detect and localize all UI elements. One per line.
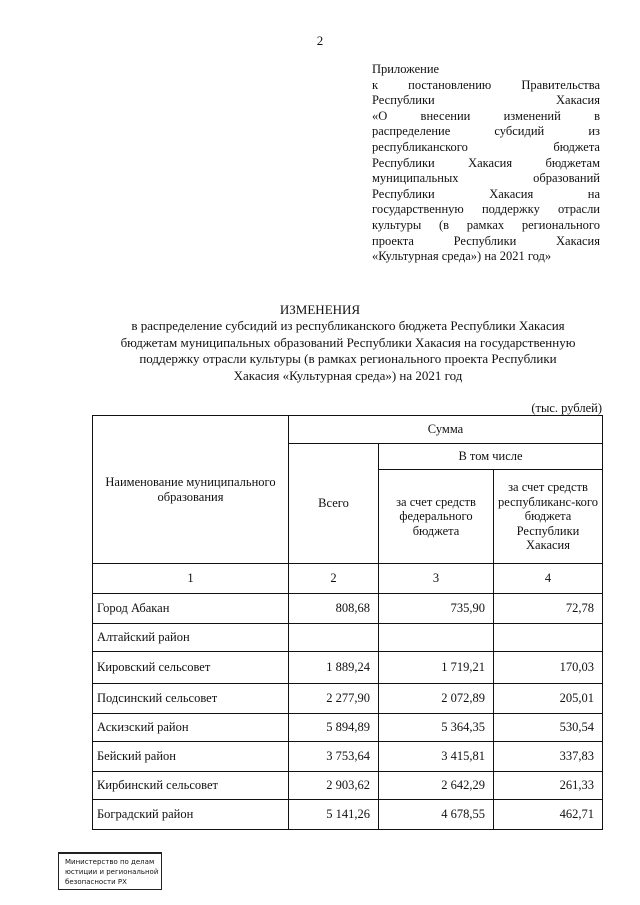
cell-republic: 170,03 xyxy=(494,652,603,684)
subtitle-line: в распределение субсидий из республиканского бюджета Республики Хакасия xyxy=(131,318,565,333)
appendix-line: к постановлению Правительства xyxy=(372,77,600,92)
header-republic: за счет средств республиканс-кого бюджета Республики Хакасия xyxy=(494,470,603,564)
cell-federal: 3 415,81 xyxy=(379,742,494,772)
appendix-line: проекта Республики Хакасия xyxy=(372,233,600,248)
appendix-line: культуры (в рамках регионального xyxy=(372,217,600,232)
appendix-line: муниципальных образований xyxy=(372,171,600,186)
cell-total: 5 141,26 xyxy=(289,800,379,830)
appendix-line: распределение субсидий из xyxy=(372,124,600,139)
stamp-line: юстиции и региональной xyxy=(65,868,159,876)
cell-name: Боградский район xyxy=(93,800,289,830)
cell-total: 808,68 xyxy=(289,594,379,624)
cell-total: 2 903,62 xyxy=(289,772,379,800)
header-federal: за счет средств федерального бюджета xyxy=(379,470,494,564)
document-title: ИЗМЕНЕНИЯ xyxy=(279,302,361,317)
col-number: 3 xyxy=(379,564,494,594)
cell-federal xyxy=(379,624,494,652)
units-label: (тыс. рублей) xyxy=(531,401,602,415)
appendix-line: «Культурная среда») на 2021 год» xyxy=(372,249,552,264)
cell-name: Алтайский район xyxy=(93,624,289,652)
table-row xyxy=(93,742,603,772)
table-row xyxy=(93,652,603,684)
col-number: 4 xyxy=(494,564,603,594)
appendix-line: Республики Хакасия бюджетам xyxy=(372,155,600,170)
cell-federal: 2 642,29 xyxy=(379,772,494,800)
cell-federal: 735,90 xyxy=(379,594,494,624)
appendix-line: Приложение xyxy=(372,62,440,76)
cell-republic: 337,83 xyxy=(494,742,603,772)
cell-republic: 72,78 xyxy=(494,594,603,624)
subtitle-line: поддержку отрасли культуры (в рамках регионального проекта Республики xyxy=(139,351,557,366)
subsidy-table xyxy=(92,415,603,830)
cell-federal: 2 072,89 xyxy=(379,684,494,714)
header-including: В том числе xyxy=(379,444,603,470)
stamp-line: безопасности РХ xyxy=(65,878,127,886)
subtitle-line: бюджетам муниципальных образований Республики Хакасия на государственную xyxy=(120,334,576,350)
table-row xyxy=(93,714,603,742)
page-number: 2 xyxy=(316,33,324,48)
header-name: Наименование муниципального образования xyxy=(93,416,289,564)
appendix-block xyxy=(372,62,600,265)
cell-republic xyxy=(494,624,603,652)
cell-name: Аскизский район xyxy=(93,714,289,742)
cell-total: 5 894,89 xyxy=(289,714,379,742)
document-subtitle xyxy=(92,318,604,384)
cell-republic: 261,33 xyxy=(494,772,603,800)
cell-total: 3 753,64 xyxy=(289,742,379,772)
appendix-line: республиканского бюджета xyxy=(372,139,600,154)
cell-republic: 205,01 xyxy=(494,684,603,714)
cell-name: Бейский район xyxy=(93,742,289,772)
appendix-line: Республики Хакасия на xyxy=(372,186,600,201)
cell-name: Кирбинский сельсовет xyxy=(93,772,289,800)
table-row xyxy=(93,594,603,624)
cell-federal: 5 364,35 xyxy=(379,714,494,742)
registration-stamp xyxy=(58,852,162,890)
cell-name: Город Абакан xyxy=(93,594,289,624)
cell-total: 1 889,24 xyxy=(289,652,379,684)
col-number: 2 xyxy=(289,564,379,594)
cell-total xyxy=(289,624,379,652)
cell-republic: 530,54 xyxy=(494,714,603,742)
header-total: Всего xyxy=(289,444,379,564)
column-number-row xyxy=(93,564,603,594)
appendix-line: государственную поддержку отрасли xyxy=(372,202,600,217)
subtitle-line: Хакасия «Культурная среда») на 2021 год xyxy=(233,367,463,383)
appendix-line: Республики Хакасия xyxy=(372,93,600,108)
header-sum: Сумма xyxy=(289,416,603,444)
appendix-line: «О внесении изменений в xyxy=(372,108,600,123)
cell-name: Кировский сельсовет xyxy=(93,652,289,684)
col-number: 1 xyxy=(93,564,289,594)
cell-federal: 4 678,55 xyxy=(379,800,494,830)
table-row xyxy=(93,772,603,800)
table-row xyxy=(93,800,603,830)
table-row xyxy=(93,624,603,652)
cell-federal: 1 719,21 xyxy=(379,652,494,684)
stamp-line: Министерство по делам xyxy=(65,858,155,866)
cell-republic: 462,71 xyxy=(494,800,603,830)
cell-name: Подсинский сельсовет xyxy=(93,684,289,714)
cell-total: 2 277,90 xyxy=(289,684,379,714)
table-row xyxy=(93,684,603,714)
